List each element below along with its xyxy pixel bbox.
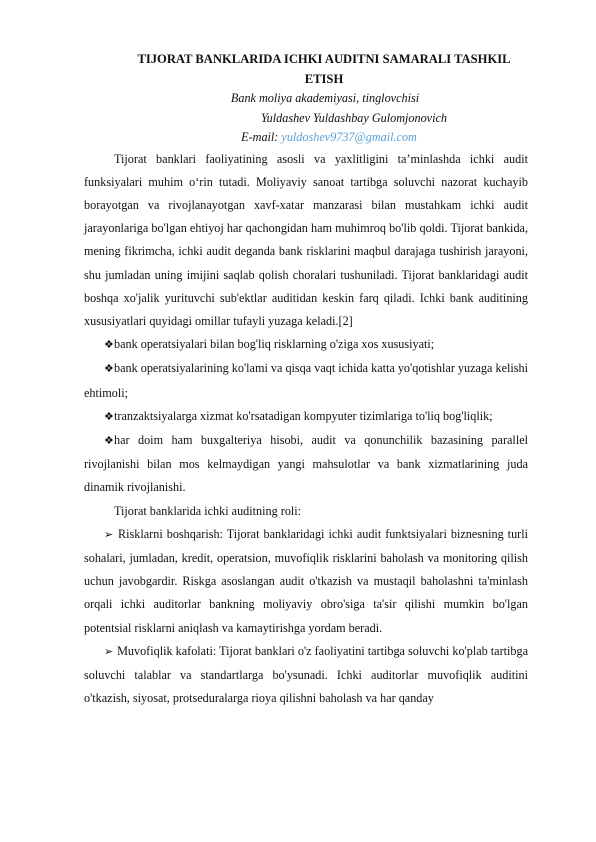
feature-item bbox=[84, 333, 528, 357]
paper-page bbox=[84, 50, 528, 710]
author-affiliation: Bank moliya akademiyasi, tinglovchisi bbox=[230, 91, 420, 105]
role-item bbox=[84, 640, 528, 711]
role-text: Muvofiqlik kafolati: Tijorat banklari o'z faoliyatini tartibga soluvchi ko'plab tartibga soluvchi talablar va standartlarga bo'ysunadi. Ichki auditorlar muvofiqlik auditini o'tkazish, siyosat, protseduralarga rioya qilishni baholash va har qanday bbox=[84, 643, 529, 706]
feature-text: bank operatsiyalari bilan bog'liq risklarning o'ziga xos xususiyati; bbox=[114, 337, 435, 352]
intro-paragraph: Tijorat banklari faoliyatining asosli va yaxlitligini ta’minlashda ichki audit funksiyalari muhim o‘rin tutadi. Moliyaviy sanoat tartibga soluvchi nazorat kuchayib borayotgan va rivojlanayotgan xavf-xatar manzarasi bilan mustahkam ichki audit jarayonlariga bo'lgan ehtiyoj har qachongidan ham muhimroq bo'lib qoldi. Tijorat bankida, mening fikrimcha, ichki audit deganda bank risklarini maqbul darajaga tushirish jarayoni, shu jumladan uning imijini saqlab qolish choralari tushuniladi. Tijorat banklaridagi audit boshqa xo'jalik yurituvchi sub'ektlar auditidan keskin farq qiladi. Ichki bank auditining xususiyatlari quyidagi omillar tufayli yuzaga keladi.[2] bbox=[84, 151, 528, 328]
paper-title bbox=[84, 50, 528, 89]
feature-item bbox=[84, 357, 528, 404]
diamond-bullet-icon: ❖ bbox=[104, 339, 114, 352]
title-line-1: TIJORAT BANKLARIDA ICHKI AUDITNI SAMARALI TASHKIL bbox=[137, 52, 511, 66]
feature-item bbox=[84, 405, 528, 429]
feature-text: har doim ham buxgalteriya hisobi, audit va qonunchilik bazasining parallel rivojlanishi bilan mos kelmaydigan yangi mahsulotlar va bank xizmatlarining juda dinamik rivojlanishi. bbox=[84, 432, 528, 495]
roles-heading: Tijorat banklarida ichki auditning roli: bbox=[114, 503, 302, 518]
feature-text: bank operatsiyalarining ko'lami va qisqa vaqt ichida katta yo'qotishlar yuzaga kelishi ehtimoli; bbox=[84, 361, 528, 400]
author-name: Yuldashev Yuldashbay Gulomjonovich bbox=[261, 110, 447, 125]
role-text: Risklarni boshqarish: Tijorat banklaridagi ichki audit funktsiyalari biznesning turli sohalari, jumladan, kredit, operatsion, muvofiqlik risklarini baholash va monitoring qilish uchun javobgardir. Riskga asoslangan audit o'tkazish va mustaqil baholashni ta'minlash orqali ichki auditorlar bankning moliyaviy obro'siga ta'sir qilishi mumkin bo'lgan potentsial risklarni aniqlash va kamaytirishga yordam beradi. bbox=[84, 526, 528, 635]
diamond-bullet-icon: ❖ bbox=[104, 434, 114, 447]
title-line-2: ETISH bbox=[304, 71, 344, 86]
arrow-bullet-icon: ➢ bbox=[104, 528, 114, 541]
email-label: E-mail: bbox=[241, 130, 282, 144]
diamond-bullet-icon: ❖ bbox=[104, 363, 114, 376]
arrow-bullet-icon: ➢ bbox=[104, 645, 114, 658]
role-item bbox=[84, 523, 528, 640]
author-email bbox=[84, 128, 528, 148]
diamond-bullet-icon: ❖ bbox=[104, 410, 114, 423]
email-link[interactable]: yuldoshev9737@gmail.com bbox=[281, 130, 417, 144]
feature-item bbox=[84, 429, 528, 500]
feature-text: tranzaktsiyalarga xizmat ko'rsatadigan kompyuter tizimlariga to'liq bog'liqlik; bbox=[114, 408, 493, 423]
